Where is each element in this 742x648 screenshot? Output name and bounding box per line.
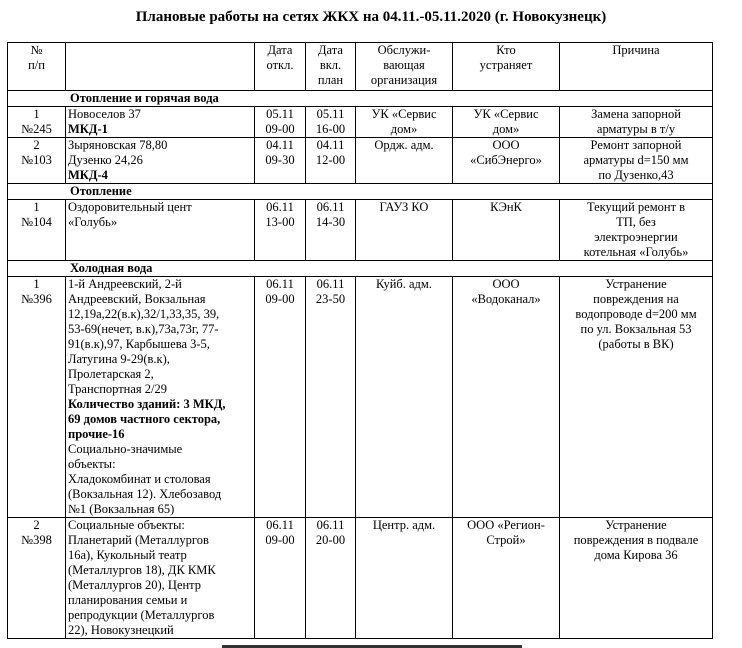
- cell-line: (Вокзальная 12). Хлебозавод: [68, 487, 222, 501]
- cell-line: Пролетарская 2,: [68, 367, 154, 381]
- cell-fixer: [453, 138, 560, 184]
- cell-line: «Голубь»: [68, 215, 118, 229]
- header-fixer: Кто устраняет: [453, 43, 560, 91]
- cell-line: №1 (Вокзальная 65): [68, 502, 175, 516]
- cell-line: УК «Сервис: [371, 107, 437, 121]
- cell-line: 06.11: [316, 518, 345, 532]
- cell-line: дом»: [390, 122, 418, 136]
- cell-line: повреждения на: [593, 292, 679, 306]
- cell-line: №245: [21, 122, 52, 136]
- section-title: Отопление и горячая вода: [8, 91, 713, 107]
- cell-line: Текущий ремонт в: [586, 200, 686, 214]
- cell-line: 2: [33, 138, 40, 152]
- cell-line: Социальные объекты:: [68, 518, 185, 532]
- cell-date-on: [306, 107, 356, 138]
- cell-line: 05.11: [316, 107, 345, 121]
- cell-line: №104: [21, 215, 52, 229]
- cell-line: Андреевский, Вокзальная: [68, 292, 206, 306]
- cell-reason: [560, 277, 713, 518]
- header-address: [66, 43, 255, 91]
- page-title: Плановые работы на сетях ЖКХ на 04.11.-05.11.2020 (г. Новокузнецк): [135, 9, 607, 25]
- cell-date-off: [255, 138, 306, 184]
- cell-line: (Металлургов 20), Центр: [68, 578, 202, 592]
- cell-line: 1: [33, 107, 40, 121]
- cell-line: 06.11: [266, 277, 294, 291]
- cell-fixer: [453, 200, 560, 261]
- cell-address: [66, 200, 255, 261]
- cell-organization: [356, 277, 453, 518]
- cell-line: 1: [33, 200, 40, 214]
- cell-line: 09-00: [265, 122, 295, 136]
- cell-date-off: [255, 277, 306, 518]
- cell-organization: [356, 138, 453, 184]
- cell-line: (Металлургов 18), ДК КМК: [68, 563, 216, 577]
- section-title: Холодная вода: [8, 261, 713, 277]
- cell-line: 16а), Кукольный театр: [68, 548, 187, 562]
- cell-date-off: [255, 200, 306, 261]
- cell-line: электроэнергии: [594, 230, 678, 244]
- cell-address: [66, 107, 255, 138]
- cell-line: 12-00: [315, 153, 346, 167]
- cell-date-on: [306, 518, 356, 639]
- table-row: [8, 138, 713, 184]
- cell-line: Устранение: [605, 277, 667, 291]
- cell-line: Замена запорной: [591, 107, 681, 121]
- cell-line: Количество зданий: 3 МКД,: [68, 397, 226, 411]
- cell-line: Центр. адм.: [372, 518, 436, 532]
- cell-line: Ордж. адм.: [374, 138, 434, 152]
- cell-line: №398: [21, 533, 52, 547]
- cell-address: [66, 138, 255, 184]
- cell-line: 04.11: [316, 138, 345, 152]
- header-reason: Причина: [560, 43, 713, 91]
- section-row: [8, 184, 713, 200]
- cell-line: по ул. Вокзальная 53: [580, 322, 692, 336]
- cell-line: ГАУЗ КО: [379, 200, 429, 214]
- cell-reason: [560, 107, 713, 138]
- cell-fixer: [453, 107, 560, 138]
- cell-line: повреждения в подвале: [573, 533, 699, 547]
- cell-address: [66, 518, 255, 639]
- cell-line: 04.11: [266, 138, 294, 152]
- cell-address: [66, 277, 255, 518]
- cell-num: [8, 200, 66, 261]
- cell-line: №103: [21, 153, 52, 167]
- cell-line: 06.11: [266, 200, 294, 214]
- cell-line: 53-69(нечет, в.к),73а,73г, 77-: [68, 322, 219, 336]
- section-row: [8, 261, 713, 277]
- cell-line: ООО: [492, 277, 520, 291]
- cell-line: 09-00: [265, 533, 295, 547]
- cell-line: 09-00: [265, 292, 295, 306]
- cell-line: (работы в ВК): [598, 337, 674, 351]
- header-date-off: Дата откл.: [255, 43, 306, 91]
- cell-line: Хладокомбинат и столовая: [68, 472, 211, 486]
- cell-line: Устранение: [605, 518, 667, 532]
- table-row: [8, 107, 713, 138]
- cell-line: арматуры в т/у: [596, 122, 676, 136]
- cell-fixer: [453, 518, 560, 639]
- cell-line: 91(в.к),97, Карбышева 3-5,: [68, 337, 210, 351]
- cell-line: Куйб. адм.: [376, 277, 432, 291]
- cell-line: 13-00: [265, 215, 295, 229]
- cell-line: 1-й Андреевский, 2-й: [68, 277, 182, 291]
- cell-line: 69 домов частного сектора,: [68, 412, 221, 426]
- cell-line: Новоселов 37: [68, 107, 141, 121]
- cell-line: прочие-16: [68, 427, 125, 441]
- works-table: [7, 42, 713, 639]
- header-num: № п/п: [8, 43, 66, 91]
- cell-num: [8, 107, 66, 138]
- cell-line: 22), Новокузнецкий: [68, 623, 174, 637]
- cell-line: 05.11: [266, 107, 294, 121]
- table-header-row: [8, 43, 713, 91]
- cell-line: 23-50: [315, 292, 346, 306]
- cell-date-on: [306, 138, 356, 184]
- cell-organization: [356, 200, 453, 261]
- cell-date-off: [255, 107, 306, 138]
- cell-date-off: [255, 518, 306, 639]
- cell-line: ООО: [492, 138, 520, 152]
- cell-line: объекты:: [68, 457, 116, 471]
- cell-organization: [356, 518, 453, 639]
- cell-line: УК «Сервис: [473, 107, 539, 121]
- cell-line: «СибЭнерго»: [470, 153, 542, 167]
- cell-line: репродукции (Металлургов: [68, 608, 215, 622]
- cell-line: водопроводе d=200 мм: [575, 307, 697, 321]
- cell-line: Транспортная 2/29: [68, 382, 168, 396]
- cell-line: ООО «Регион-: [467, 518, 545, 532]
- cell-line: ТП, без: [616, 215, 656, 229]
- cell-line: Зыряновская 78,80: [68, 138, 168, 152]
- table-row: [8, 518, 713, 639]
- cell-line: по Дузенко,43: [598, 168, 674, 182]
- cell-line: 06.11: [316, 277, 345, 291]
- cell-line: 09-30: [265, 153, 295, 167]
- cell-line: 16-00: [315, 122, 346, 136]
- header-date-on: Дата вкл. план: [306, 43, 356, 91]
- cell-reason: [560, 138, 713, 184]
- header-organization: Обслужи- вающая организация: [356, 43, 453, 91]
- cell-date-on: [306, 277, 356, 518]
- cell-line: «Водоканал»: [471, 292, 541, 306]
- cell-organization: [356, 107, 453, 138]
- cell-line: планирования семьи и: [68, 593, 188, 607]
- cell-line: МКД-1: [68, 122, 108, 136]
- cell-line: 06.11: [266, 518, 294, 532]
- cell-line: №396: [21, 292, 52, 306]
- section-title: Отопление: [8, 184, 713, 200]
- cell-line: КЭнК: [490, 200, 522, 214]
- cell-line: Строй»: [486, 533, 526, 547]
- cell-date-on: [306, 200, 356, 261]
- cell-line: 14-30: [315, 215, 346, 229]
- cell-line: Ремонт запорной: [590, 138, 682, 152]
- cell-num: [8, 518, 66, 639]
- cell-line: дома Кирова 36: [594, 548, 678, 562]
- section-row: [8, 91, 713, 107]
- table-row: [8, 200, 713, 261]
- cell-num: [8, 138, 66, 184]
- cell-line: 06.11: [316, 200, 345, 214]
- cell-line: арматуры d=150 мм: [583, 153, 689, 167]
- cell-reason: [560, 518, 713, 639]
- cell-line: 2: [33, 518, 40, 532]
- cell-line: Дузенко 24,26: [68, 153, 143, 167]
- cell-line: котельная «Голубь»: [583, 245, 689, 259]
- cell-reason: [560, 200, 713, 261]
- cell-fixer: [453, 277, 560, 518]
- table-row: [8, 277, 713, 518]
- cell-line: 20-00: [315, 533, 346, 547]
- cell-line: 12,19а,22(в.к),32/1,33,35, 39,: [68, 307, 220, 321]
- cell-line: дом»: [492, 122, 520, 136]
- cell-line: МКД-4: [68, 168, 108, 182]
- cell-line: Планетарий (Металлургов: [68, 533, 209, 547]
- cell-line: Социально-значимые: [68, 442, 183, 456]
- cell-line: Латугина 9-29(в.к),: [68, 352, 170, 366]
- cell-line: 1: [33, 277, 40, 291]
- table-body: [8, 43, 713, 639]
- cell-num: [8, 277, 66, 518]
- cell-line: Оздоровительный цент: [68, 200, 192, 214]
